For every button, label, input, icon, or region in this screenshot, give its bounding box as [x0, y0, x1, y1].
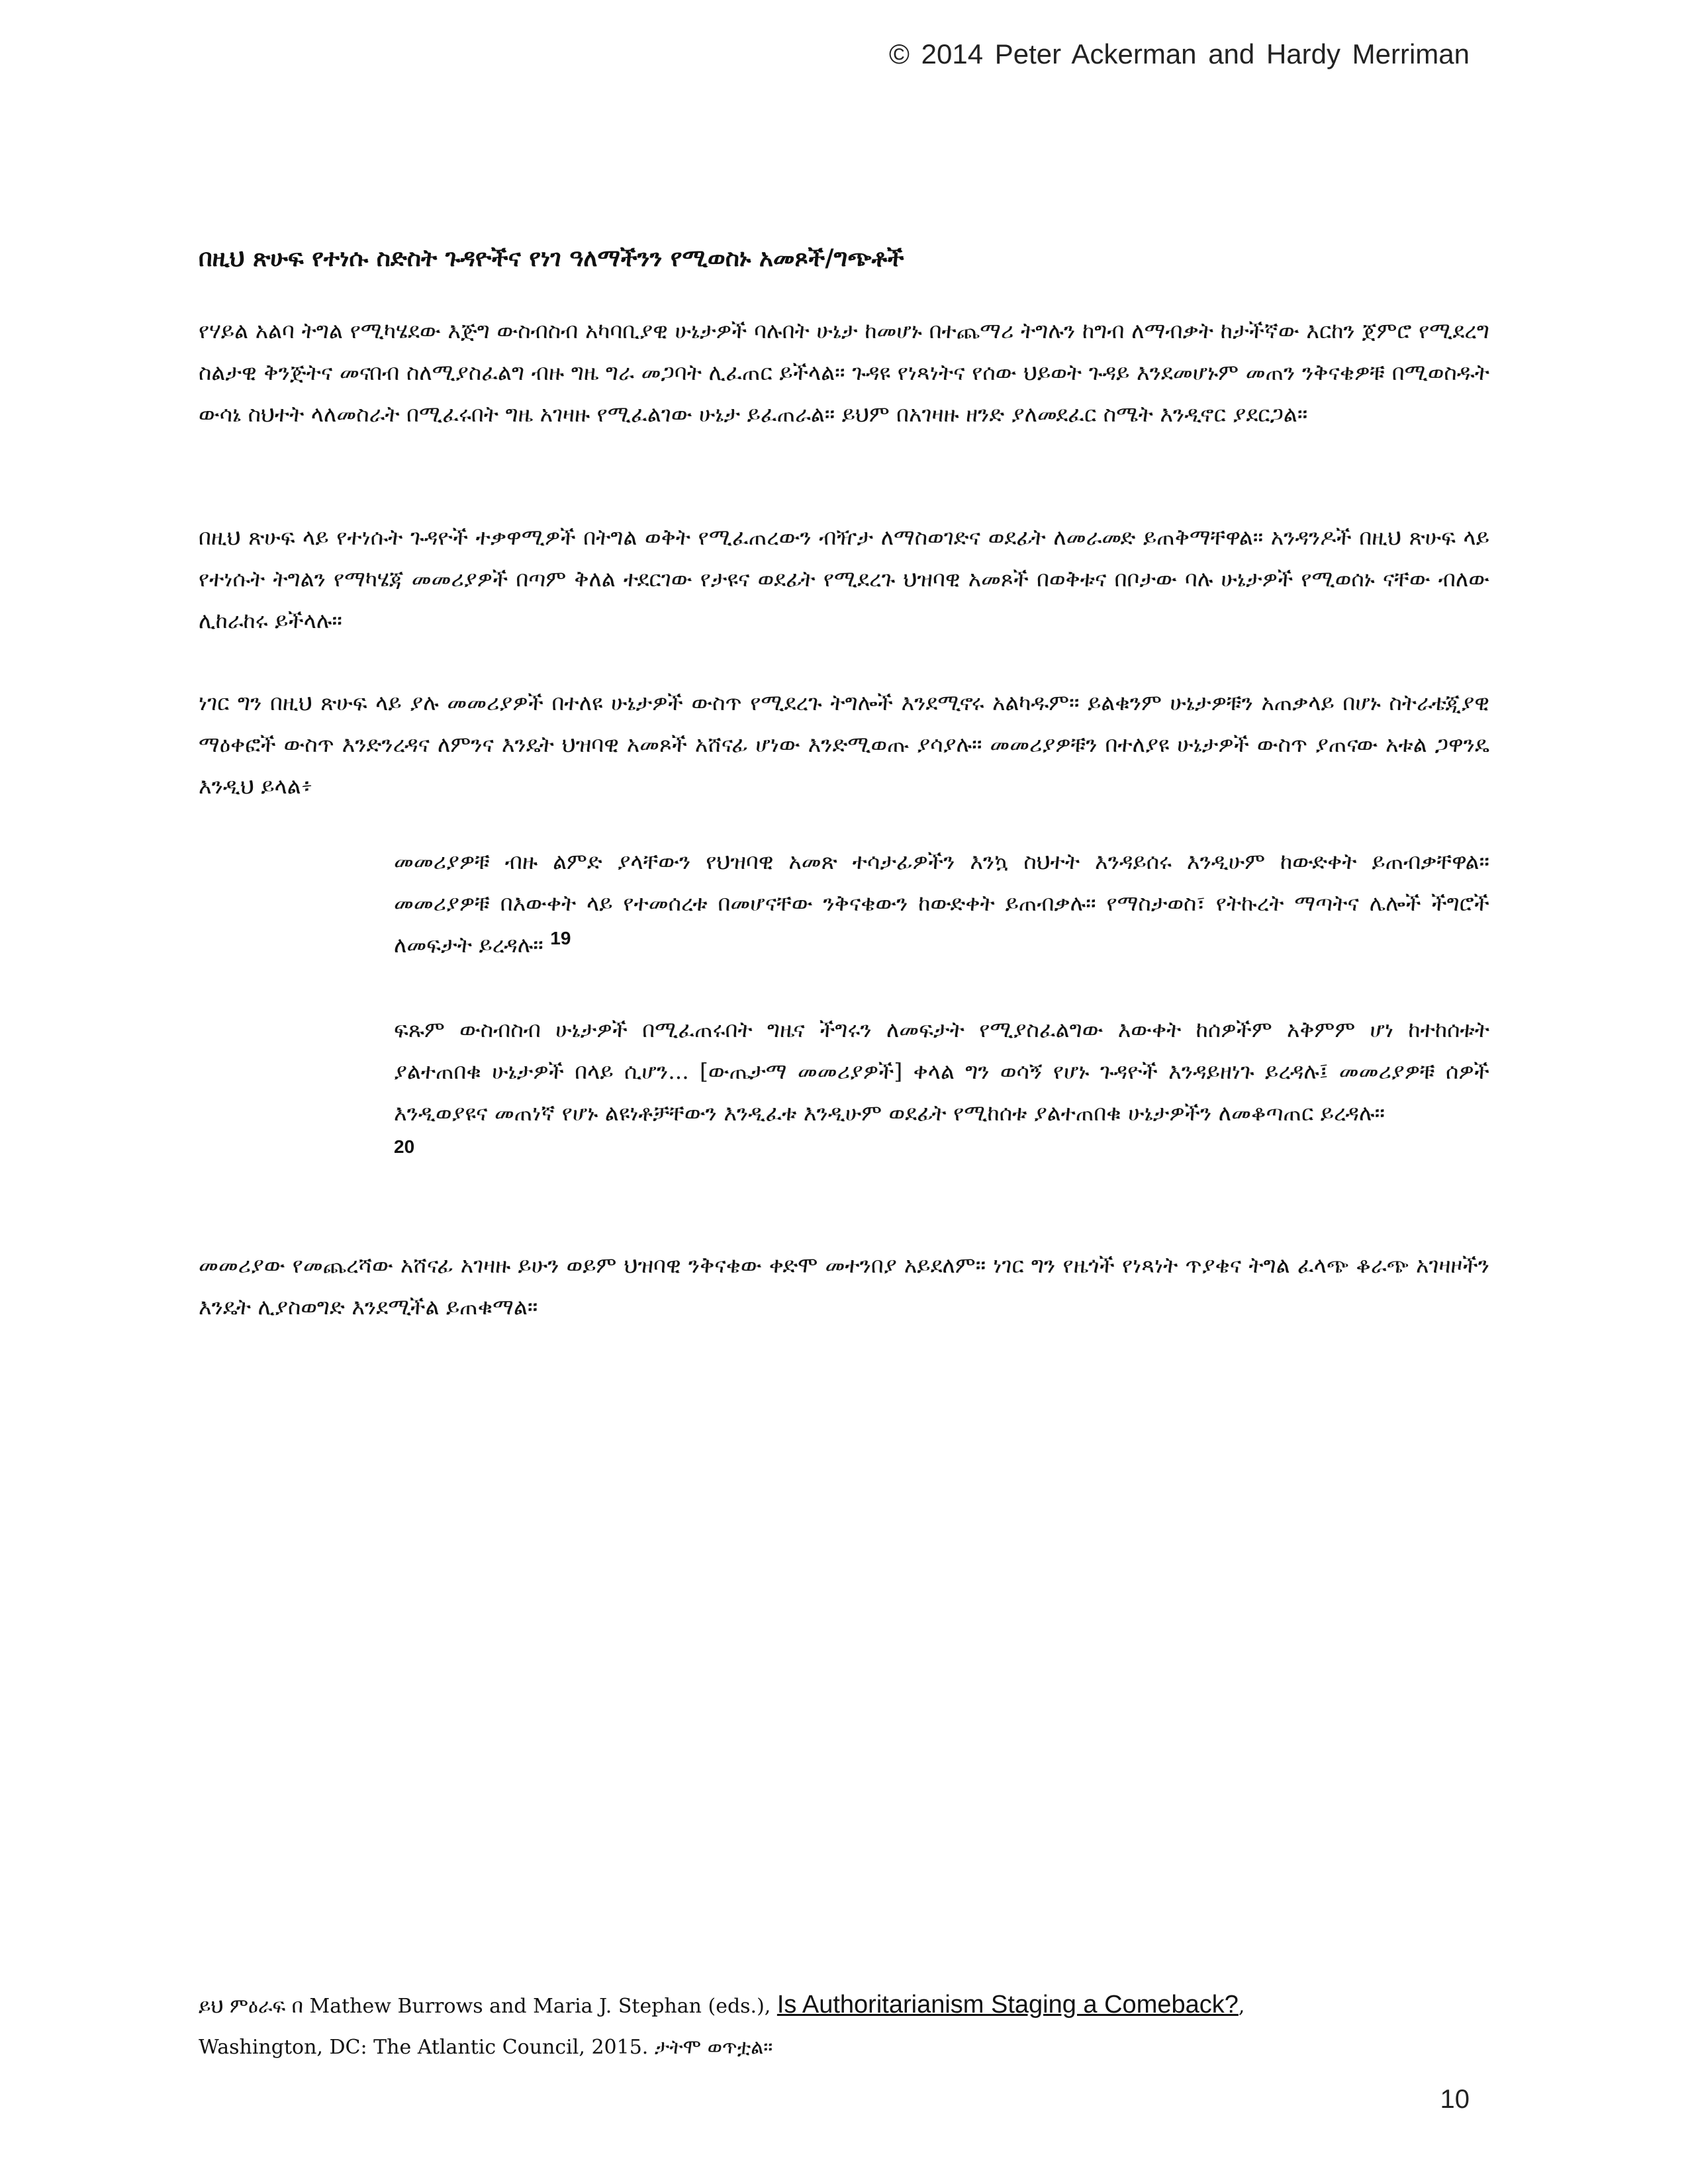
body-paragraph-2: በዚህ ጽሁፍ ላይ የተነሱት ጉዳዮች ተቃዋሚዎች በትግል ወቅት የሚፈጠረውን ብዥታ ለማስወገድና ወደፊት ለመራመድ ይጠቅማቸዋል። አንዳንዶች በዚህ ጽሁፍ ላይ የተነሱት ትግልን የማካሄጃ መመሪያዎች በጣም ቅለል ተደርገው የታዩና ወደፊት የሚደረጉ ህዝባዊ አመጾች በወቅቱና በቦታው ባሉ ሁኔታዎች የሚወሰኑ ናቸው ብለው ሊከራከሩ ይችላሉ።	[199, 524, 1489, 633]
body-paragraph-3: ነገር ግን በዚህ ጽሁፍ ላይ ያሉ መመሪያዎች በተለዩ ሁኔታዎች ውስጥ የሚደረጉ ትግሎች እንደሚኖሩ አልካዱም። ይልቁንም ሁኔታዎቹን አጠቃላይ በሆኑ ስትራቴጂያዊ ማዕቀፎች ውስጥ እንድንረዳና ለምንና እንዴት ህዝባዊ አመጾች አሸናፊ ሆነው እንድሚወጡ ያሳያሉ። መመሪያዎቹን በተለያዩ ሁኔታዎች ውስጥ ያጠናው አቱል ጋዋንዴ እንዲህ ይላል፥	[199, 690, 1489, 799]
footnote-ref-19[interactable]: 19	[550, 928, 571, 948]
footnote-line-2: Washington, DC: The Atlantic Council, 2015. ታትሞ ወጥቷል።	[199, 2036, 773, 2059]
body-paragraph-1: የሃይል አልባ ትግል የሚካሄደው እጅግ ውስብስብ አካባቢያዊ ሁኔታዎች ባሉበት ሁኔታ ከመሆኑ በተጨማሪ ትግሉን ከግብ ለማብቃት ከታችኛው እርከን ጀምሮ የሚደረግ ስልታዊ ቅንጅትና መናበብ ስለሚያስፈልግ ብዙ ግዜ ግራ መጋባት ሊፈጠር ይችላል። ጉዳዩ የነጻነትና የሰው ህይወት ጉዳይ እንደመሆኑም መጠን ንቅናቄዎቹ በሚወስዱት ውሳኔ ስህተት ላለመስራት በሚፈሩበት ግዜ አገዛዙ የሚፈልገው ሁኔታ ይፈጠራል። ይህም በአገዛዙ ዘንድ ያለመደፈር ስሜት እንዲኖር ያደርጋል።	[199, 318, 1489, 427]
quote-text-2: ፍጹም ውስብስብ ሁኔታዎች በሚፈጠሩበት ግዜና ችግሩን ለመፍታት የሚያስፈልግው እውቀት ከሰዎችም አቅምም ሆነ ከተከሰቱት ያልተጠበቁ ሁኔታዎች በላይ ሲሆን... [ውጤታማ መመሪያዎች] ቀላል ግን ወሳኝ የሆኑ ጉዳዮች እንዳይዘነጉ ይረዳሉ፤ መመሪያዎቹ ሰዎች እንዲወያዩና መጠነኛ የሆኑ ልዩነቶቻቸውን እንዲፈቱ እንዲሁም ወደፊት የሚከሰቱ ያልተጠበቁ ሁኔታዎችን ለመቆጣጠር ይረዳሉ።	[394, 1017, 1489, 1126]
page-number: 10	[1440, 2085, 1470, 2114]
block-quote-2	[394, 1009, 1489, 1160]
footnote-ref-20[interactable]: 20	[394, 1136, 415, 1157]
quote-text-1: መመሪያዎቹ ብዙ ልምድ ያላቸውን የህዝባዊ አመጽ ተሳታፊዎችን እንኳ ስህተት እንዳይሰሩ እንዲሁም ከውድቀት ይጠብቃቸዋል። መመሪያዎቹ በእውቀት ላይ የተመሰረቱ በመሆናቸው ንቅናቄውን ከውድቀት ይጠብቃሉ። የማስታወስ፣ የትኩረት ማጣትና ሌሎች ችግሮች ለመፍታት ይረዳሉ።	[394, 848, 1489, 958]
footnote-title-link[interactable]: Is Authoritarianism Staging a Comeback?	[776, 1991, 1239, 2019]
block-quote-1	[394, 841, 1489, 966]
closing-paragraph: መመሪያው የመጨረሻው አሸናፊ አገዛዙ ይሁን ወይም ህዝባዊ ንቅናቄው ቀድሞ መተንበያ አይደለም። ነገር ግን የዜጎች የነጻነት ጥያቄና ትግል ፈላጭ ቆራጭ አገዛዞችን እንዴት ሊያስወግድ እንደሚችል ይጠቁማል።	[199, 1252, 1489, 1320]
footnote-prefix: ይህ ምዕራፍ በ Mathew Burrows and Maria J. Stephan (eds.),	[199, 1995, 777, 2018]
footnote-suffix: ,	[1238, 1995, 1245, 2018]
footnote	[199, 1984, 1489, 2068]
copyright-notice: © 2014 Peter Ackerman and Hardy Merriman	[889, 38, 1470, 69]
section-heading: በዚህ ጽሁፍ የተነሱ ስድስት ጉዳዮችና የነገ ዓለማችንን የሚወስኑ አመጾች/ግጭቶች	[199, 244, 904, 272]
